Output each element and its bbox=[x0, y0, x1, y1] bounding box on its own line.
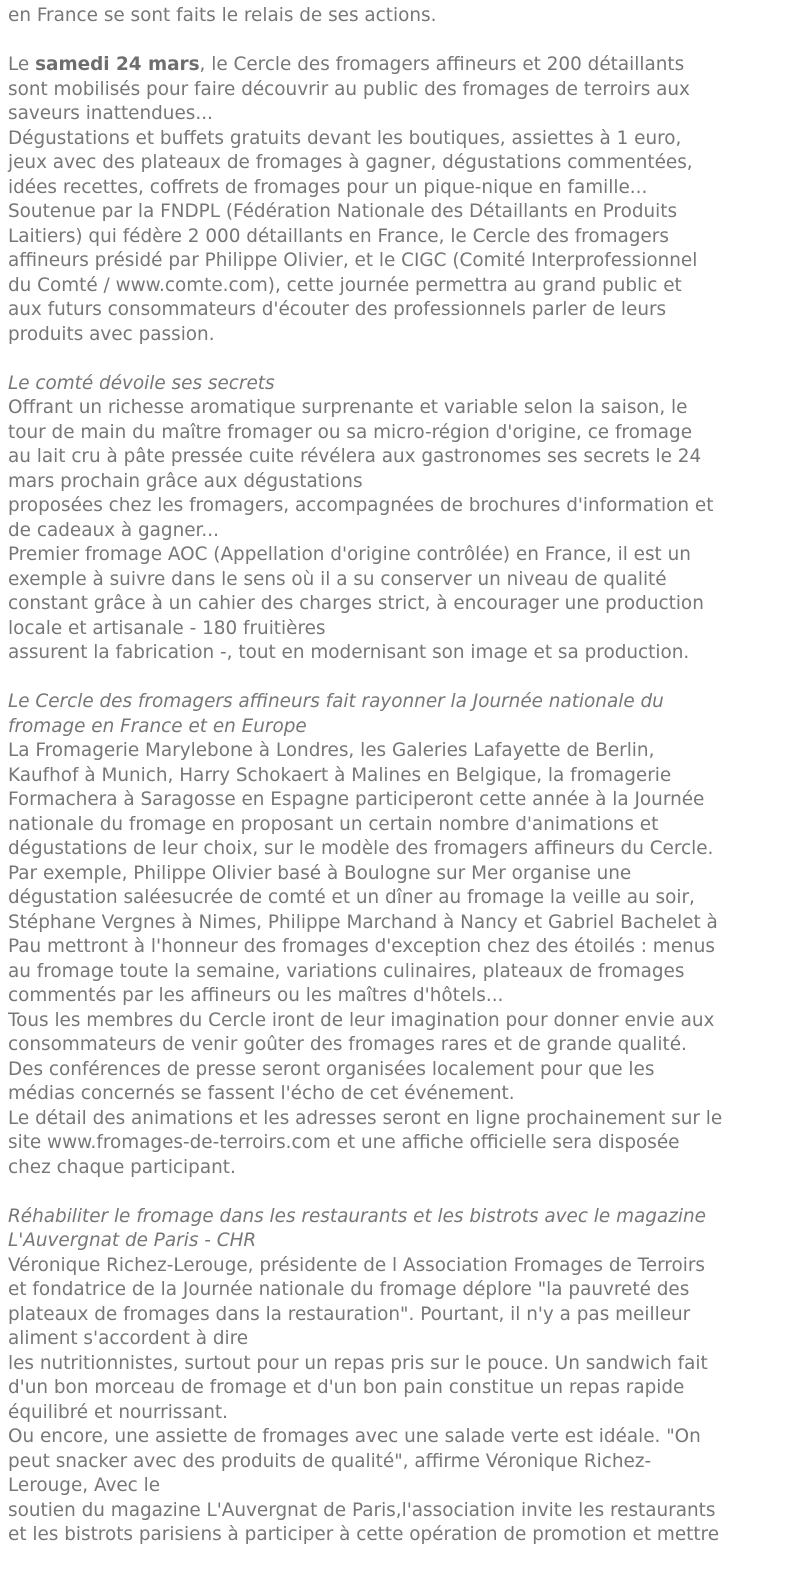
text-line: commentés par les affineurs ou les maîtres d'hôtels... bbox=[8, 985, 504, 1006]
spacer bbox=[8, 29, 798, 54]
article-body bbox=[8, 4, 798, 1548]
text-line: tour de main du maître fromager ou sa micro-région d'origine, ce fromage bbox=[8, 421, 693, 443]
text-line: dégustation saléesucrée de comté et un dîner au fromage la veille au soir, bbox=[8, 887, 695, 908]
text-line: Le Cercle des fromagers affineurs fait rayonner la Journée nationale du bbox=[8, 691, 664, 712]
text-line: Ou encore, une assiette de fromages avec une salade verte est idéale. "On bbox=[8, 1426, 701, 1447]
text-line: locale et artisanale - 180 fruitières bbox=[8, 617, 326, 639]
spacer bbox=[8, 666, 798, 691]
text-line: L'Auvergnat de Paris - CHR bbox=[8, 1230, 257, 1251]
text-line: Soutenue par la FNDPL (Fédération Nationale des Détaillants en Produits bbox=[8, 201, 678, 222]
text-line: et fondatrice de la Journée nationale du fromage déplore "la pauvreté des bbox=[8, 1279, 690, 1300]
text-line: d'un bon morceau de fromage et d'un bon pain constitue un repas rapide bbox=[8, 1377, 685, 1398]
text-line: nationale du fromage en proposant un certain nombre d'animations et bbox=[8, 813, 659, 835]
text-line: La Fromagerie Marylebone à Londres, les Galeries Lafayette de Berlin, bbox=[8, 740, 655, 761]
paragraph-comte bbox=[8, 396, 798, 666]
paragraph-event bbox=[8, 53, 798, 347]
spacer bbox=[8, 1180, 798, 1205]
text-line: en France se sont faits le relais de ses actions. bbox=[8, 5, 437, 26]
text-line: constant grâce à un cahier des charges strict, à encourager une production bbox=[8, 593, 704, 614]
text-line: au lait cru à pâte pressée cuite révélera aux gastronomes ses secrets le 24 bbox=[8, 446, 702, 467]
text-line: aux futurs consommateurs d'écouter des professionnels parler de leurs bbox=[8, 299, 667, 320]
text-line: du Comté / www.comte.com), cette journée permettra au grand public et bbox=[8, 274, 682, 296]
text-line-end: , le Cercle des fromagers affineurs et 200 détaillants bbox=[199, 54, 685, 75]
text-line: fromage en France et en Europe bbox=[8, 715, 307, 737]
text-line: idées recettes, coffrets de fromages pour un pique-nique en famille... bbox=[8, 176, 648, 198]
text-line: médias concernés se fassent l'écho de cet événement. bbox=[8, 1083, 515, 1104]
text-line: dégustations de leur choix, sur le modèle des fromagers affineurs du Cercle. bbox=[8, 838, 714, 859]
section-heading-comte bbox=[8, 372, 798, 397]
text-line: aliment s'accordent à dire bbox=[8, 1328, 249, 1349]
text-line: les nutritionnistes, surtout pour un repas pris sur le pouce. Un sandwich fait bbox=[8, 1352, 708, 1374]
paragraph-europe bbox=[8, 739, 798, 1180]
section-heading-europe bbox=[8, 690, 798, 739]
text-line: Réhabiliter le fromage dans les restaurants et les bistrots avec le magazine bbox=[8, 1205, 706, 1227]
text-line: Stéphane Vergnes à Nimes, Philippe Marchand à Nancy et Gabriel Bachelet à bbox=[8, 911, 718, 933]
paragraph-intro bbox=[8, 4, 798, 29]
text-line-start: Le bbox=[8, 54, 36, 75]
text-line: chez chaque participant. bbox=[8, 1156, 236, 1178]
text-line: de cadeaux à gagner... bbox=[8, 519, 219, 541]
text-line: Tous les membres du Cercle iront de leur imagination pour donner envie aux bbox=[8, 1009, 715, 1031]
event-date: samedi 24 mars bbox=[35, 54, 200, 75]
text-line: Premier fromage AOC (Appellation d'origine contrôlée) en France, il est un bbox=[8, 544, 691, 565]
text-line: Laitiers) qui fédère 2 000 détaillants en France, le Cercle des fromagers bbox=[8, 225, 669, 247]
text-line: Le détail des animations et les adresses seront en ligne prochainement sur le bbox=[8, 1107, 723, 1129]
section-heading-restaurants bbox=[8, 1205, 798, 1254]
text-line: site www.fromages-de-terroirs.com et une affiche officielle sera disposée bbox=[8, 1132, 680, 1153]
text-line: plateaux de fromages dans la restauration". Pourtant, il n'y a pas meilleur bbox=[8, 1303, 691, 1325]
text-line: et les bistrots parisiens à participer à cette opération de promotion et mettre bbox=[8, 1524, 720, 1545]
text-line: Dégustations et buffets gratuits devant les boutiques, assiettes à 1 euro, bbox=[8, 127, 682, 149]
text-line: assurent la fabrication -, tout en modernisant son image et sa production. bbox=[8, 642, 690, 663]
text-line: jeux avec des plateaux de fromages à gagner, dégustations commentées, bbox=[8, 152, 693, 173]
text-line: Par exemple, Philippe Olivier basé à Boulogne sur Mer organise une bbox=[8, 862, 632, 884]
text-line: mars prochain grâce aux dégustations bbox=[8, 470, 363, 492]
text-line: saveurs inattendues... bbox=[8, 103, 213, 124]
text-line: équilibré et nourrissant. bbox=[8, 1401, 228, 1423]
text-line: Kaufhof à Munich, Harry Schokaert à Malines en Belgique, la fromagerie bbox=[8, 764, 672, 786]
text-line: proposées chez les fromagers, accompagnées de brochures d'information et bbox=[8, 495, 714, 516]
text-line: exemple à suivre dans le sens où il a su conserver un niveau de qualité bbox=[8, 568, 667, 590]
text-line: produits avec passion. bbox=[8, 323, 215, 345]
text-line: Le comté dévoile ses secrets bbox=[8, 372, 275, 394]
spacer bbox=[8, 347, 798, 372]
text-line: Véronique Richez-Lerouge, présidente de l Association Fromages de Terroirs bbox=[8, 1254, 705, 1276]
text-line: au fromage toute la semaine, variations culinaires, plateaux de fromages bbox=[8, 960, 685, 982]
text-line: Formachera à Saragosse en Espagne participeront cette année à la Journée bbox=[8, 789, 705, 810]
text-line bbox=[8, 53, 798, 78]
text-line: Des conférences de presse seront organisées localement pour que les bbox=[8, 1058, 655, 1080]
paragraph-event-body bbox=[8, 78, 798, 348]
text-line: affineurs présidé par Philippe Olivier, et le CIGC (Comité Interprofessionnel bbox=[8, 250, 698, 271]
text-line: Pau mettront à l'honneur des fromages d'exception chez des étoilés : menus bbox=[8, 936, 715, 957]
text-line: sont mobilisés pour faire découvrir au public des fromages de terroirs aux bbox=[8, 78, 690, 100]
paragraph-restaurants bbox=[8, 1254, 798, 1548]
text-line: soutien du magazine L'Auvergnat de Paris,l'association invite les restaurants bbox=[8, 1499, 716, 1521]
text-line: Lerouge, Avec le bbox=[8, 1475, 161, 1496]
text-line: consommateurs de venir goûter des fromages rares et de grande qualité. bbox=[8, 1034, 687, 1055]
text-line: Offrant un richesse aromatique surprenante et variable selon la saison, le bbox=[8, 397, 688, 418]
text-line: peut snacker avec des produits de qualité", affirme Véronique Richez- bbox=[8, 1450, 652, 1472]
